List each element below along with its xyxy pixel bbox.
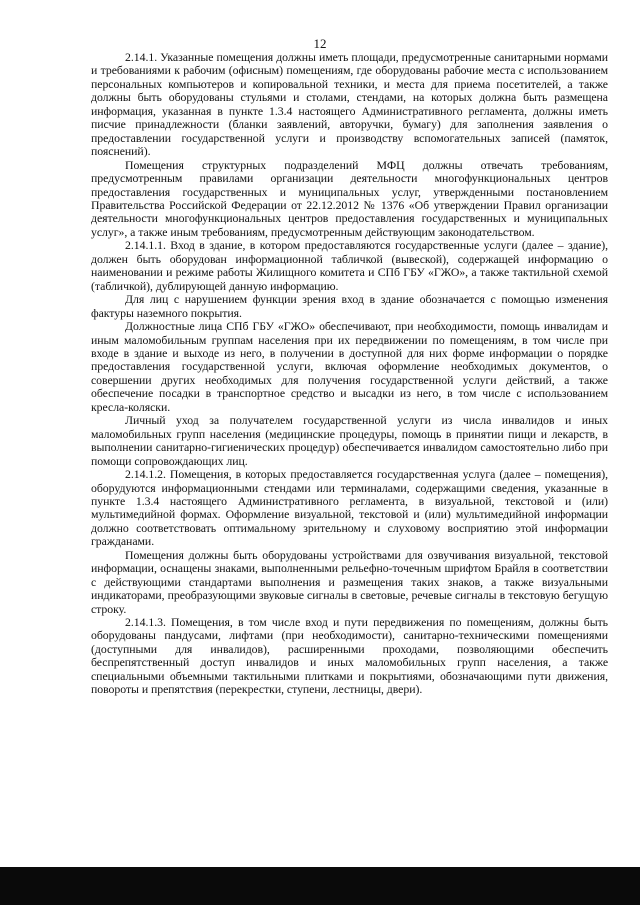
paragraph-2-14-1-2: 2.14.1.2. Помещения, в которых предоставляется государственная услуга (далее – помещения), оборудуются информационными стендами или терминалами, содержащими сведения, указанные в пункте 1.3.4 настоящего Административного регламента, в визуальной, текстовой и (или) мультимедийной формах. Оформление визуальной, текстовой и (или) мультимедийной информации должно соответствовать оптимальному зрительному и слуховому восприятию этой информации гражданами. (91, 467, 608, 549)
scan-bottom-border (0, 867, 640, 905)
paragraph-vision-impaired-entrance: Для лиц с нарушением функции зрения вход в здание обозначается с помощью изменения фактуры наземного покрытия. (91, 292, 608, 320)
paragraph-voice-equipment: Помещения должны быть оборудованы устройствами для озвучивания визуальной, текстовой информации, оснащены знаками, выполненными рельефно-точечным шрифтом Брайля в соответствии с действующими стандартами выполнения и размещения таких знаков, а также визуальными индикаторами, преобразующими звуковые сигналы в световые, речевые сигналы в текстовую бегущую строку. (91, 547, 608, 616)
paragraph-2-14-1: 2.14.1. Указанные помещения должны иметь площади, предусмотренные санитарными нормами и требованиями к рабочим (офисным) помещениям, где оборудованы рабочие места с использованием персональных компьютеров и копировальной техники, и места для приема посетителей, а также должны быть оборудованы стульями и столами, стендами, на которых должна быть размещена информация, указанная в пункте 1.3.4 настоящего Административного регламента, должны иметь писчие принадлежности (бланки заявлений, авторучки, бумагу) для заполнения заявления о предоставлении государственной услуги и производству вспомогательных записей (памяток, пояснений). (91, 50, 608, 159)
page-number: 12 (313, 36, 327, 51)
paragraph-personal-care: Личный уход за получателем государственной услуги из числа инвалидов и иных маломобильных групп населения (медицинские процедуры, помощь в принятии пищи и лекарств, в выполнении санитарно-гигиенических процедур) обеспечивается инвалидом самостоятельно либо при помощи сопровождающих лиц. (91, 413, 608, 468)
document-body (91, 51, 608, 697)
paragraph-2-14-1-1: 2.14.1.1. Вход в здание, в котором предоставляются государственные услуги (далее – здание), должен быть оборудован информационной табличкой (вывеской), содержащей информацию о наименовании и режиме работы Жилищного комитета и СПб ГБУ «ГЖО», а также тактильной схемой (табличкой), дублирующей данную информацию. (91, 238, 608, 293)
paragraph-mfc-premises: Помещения структурных подразделений МФЦ должны отвечать требованиям, предусмотренным правилами организации деятельности многофункциональных центров предоставления государственных и муниципальных услуг, утвержденными постановлением Правительства Российской Федерации от 22.12.2012 № 1376 «Об утверждении Правил организации деятельности многофункциональных центров предоставления государственных и муниципальных услуг», а также иным требованиям, предусмотренным действующим законодательством. (91, 157, 608, 239)
paragraph-2-14-1-3: 2.14.1.3. Помещения, в том числе вход и пути передвижения по помещениям, должны быть оборудованы пандусами, лифтами (при необходимости), санитарно-техническими помещениями (доступными для инвалидов), расширенными проходами, позволяющими обеспечить беспрепятственный доступ инвалидов и иных маломобильных групп населения, а также специальными объемными тактильными плитками и покрытиями, обозначающими пути движения, повороты и препятствия (перекрестки, ступени, лестницы, двери). (91, 615, 608, 697)
paragraph-staff-assistance: Должностные лица СПб ГБУ «ГЖО» обеспечивают, при необходимости, помощь инвалидам и иным маломобильным группам населения при их передвижении по помещениям, в том числе при входе в здание и выходе из него, в получении в доступной для них форме информации о порядке предоставления государственной услуги, включая оформление необходимых документов, о совершении других необходимых для получения государственной услуги действий, а также обеспечение посадки в транспортное средство и высадки из него, в том числе с использованием кресла-коляски. (91, 319, 608, 414)
